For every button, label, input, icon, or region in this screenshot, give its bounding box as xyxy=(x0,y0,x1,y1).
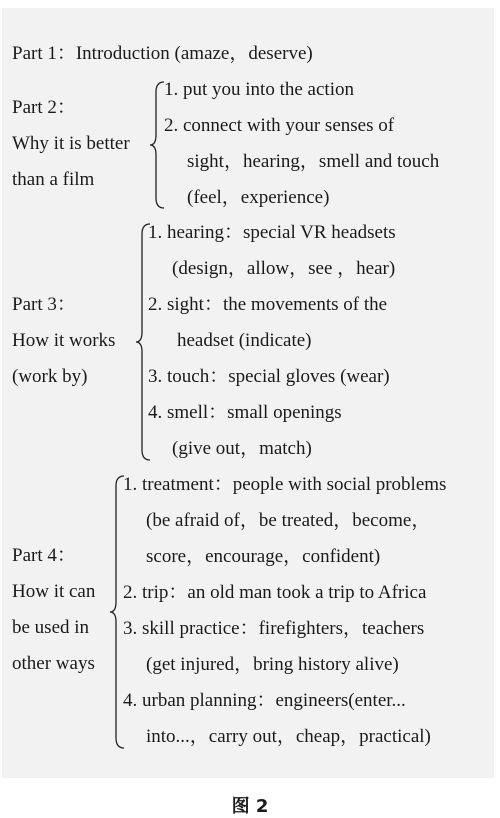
part2-title-2: Why it is better xyxy=(12,133,130,154)
part4-title-4: other ways xyxy=(12,653,95,674)
part3-title-1: Part 3： xyxy=(12,294,76,315)
part3-item-1-keywords: (design，allow，see ，hear) xyxy=(172,258,396,279)
part4-item-2: 2. trip：an old man took a trip to Africa xyxy=(123,582,427,603)
part3-item-4: 4. smell：small openings xyxy=(148,402,342,423)
part4-item-4-cont: into...，carry out，cheap，practical) xyxy=(146,726,431,747)
part3-item-1: 1. hearing：special VR headsets xyxy=(148,222,396,243)
part4-item-1: 1. treatment：people with social problems xyxy=(123,474,447,495)
part2-title-1: Part 2： xyxy=(12,97,76,118)
part3-item-2-cont: headset (indicate) xyxy=(177,330,312,351)
part4-item-1-keywords-b: score，encourage，confident) xyxy=(146,546,381,567)
part3-item-4-keywords: (give out，match) xyxy=(172,438,312,459)
part4-item-3: 3. skill practice：firefighters，teachers xyxy=(123,618,425,639)
part3-brace xyxy=(134,222,154,462)
part2-item-2-keywords: (feel，experience) xyxy=(187,187,330,208)
part3-item-3: 3. touch：special gloves (wear) xyxy=(148,366,390,387)
part4-item-3-keywords: (get injured，bring history alive) xyxy=(146,654,399,675)
part4-item-4: 4. urban planning：engineers(enter... xyxy=(123,690,406,711)
figure-caption: 图 2 xyxy=(231,796,269,817)
outline-panel xyxy=(2,8,494,778)
part1-line: Part 1：Introduction (amaze，deserve) xyxy=(12,43,313,64)
part2-title-3: than a film xyxy=(12,169,95,190)
part3-item-2: 2. sight：the movements of the xyxy=(148,294,388,315)
part3-title-2: How it works xyxy=(12,330,116,351)
part3-title-3: (work by) xyxy=(12,366,88,387)
part4-title-3: be used in xyxy=(12,617,90,638)
part2-item-2-cont: sight，hearing，smell and touch xyxy=(187,151,440,172)
part4-item-1-keywords-a: (be afraid of，be treated，become， xyxy=(146,510,431,531)
part4-title-1: Part 4： xyxy=(12,545,76,566)
part4-title-2: How it can xyxy=(12,581,96,602)
part2-item-2: 2. connect with your senses of xyxy=(164,115,395,136)
part2-item-1: 1. put you into the action xyxy=(164,79,354,100)
